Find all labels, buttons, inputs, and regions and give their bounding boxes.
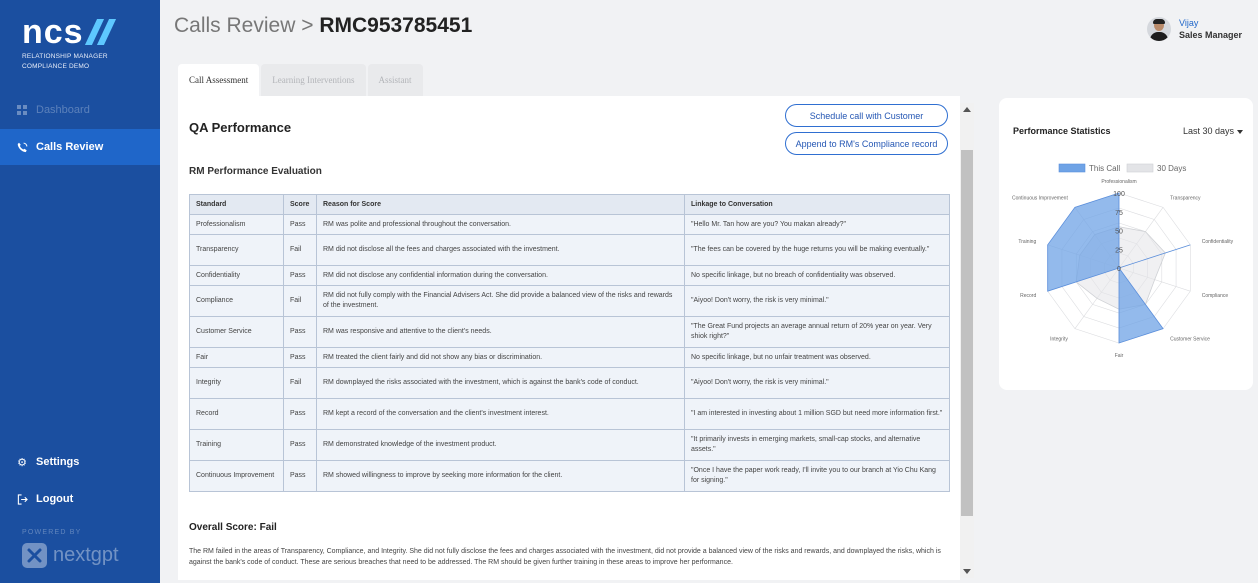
logo-subtitle-2: COMPLIANCE DEMO — [22, 63, 90, 70]
nav-settings[interactable] — [0, 444, 160, 480]
radar-category-label: Customer Service — [1170, 336, 1210, 343]
radar-tick-label: 100 — [1113, 191, 1125, 198]
linkage-cell: "Hello Mr. Tan how are you? You makan already?" — [685, 215, 950, 235]
table-row — [190, 286, 950, 317]
standard-cell: Customer Service — [190, 317, 284, 348]
append-compliance-button[interactable]: Append to RM's Compliance record — [785, 132, 948, 155]
performance-statistics-card — [999, 98, 1253, 390]
standard-cell: Fair — [190, 348, 284, 368]
linkage-cell: "The Great Fund projects an average annual return of 20% year on year. Very shiok right?" — [685, 317, 950, 348]
table-row — [190, 266, 950, 286]
score-cell: Pass — [284, 430, 317, 461]
column-header: Standard — [190, 195, 284, 215]
standard-cell: Transparency — [190, 235, 284, 266]
reason-cell: RM kept a record of the conversation and the client's investment interest. — [317, 399, 685, 430]
score-cell: Pass — [284, 461, 317, 492]
score-cell: Pass — [284, 399, 317, 430]
standard-cell: Compliance — [190, 286, 284, 317]
standard-cell: Professionalism — [190, 215, 284, 235]
radar-tick-label: 50 — [1115, 228, 1123, 236]
nextgpt-mark-icon — [22, 543, 47, 568]
column-header: Reason for Score — [317, 195, 685, 215]
nav-logout[interactable] — [0, 481, 160, 517]
tab-learning-interventions[interactable]: Learning Interventions — [261, 64, 365, 96]
sidebar — [0, 0, 160, 583]
table-header-row — [190, 195, 950, 215]
nextgpt-logo — [22, 543, 119, 568]
radar-chart — [999, 98, 1253, 390]
linkage-cell: No specific linkage, but no unfair treatment was observed. — [685, 348, 950, 368]
qa-performance-title: QA Performance — [189, 120, 292, 135]
user-name: Vijay — [1179, 18, 1199, 28]
scroll-up-arrow-icon[interactable] — [963, 107, 971, 112]
powered-by-label: POWERED BY — [22, 529, 82, 536]
nav-calls-review-label: Calls Review — [36, 141, 104, 153]
standard-cell: Continuous Improvement — [190, 461, 284, 492]
score-cell: Pass — [284, 266, 317, 286]
stats-title: Performance Statistics — [1013, 126, 1111, 136]
radar-category-label: Record — [1020, 292, 1037, 299]
reason-cell: RM demonstrated knowledge of the investment product. — [317, 430, 685, 461]
reason-cell: RM downplayed the risks associated with the investment, which is against the bank's code of conduct. — [317, 368, 685, 399]
nav-logout-label: Logout — [36, 493, 74, 505]
reason-cell: RM was responsive and attentive to the client's needs. — [317, 317, 685, 348]
phone-icon — [16, 141, 28, 153]
legend-swatch-30-days — [1127, 164, 1153, 172]
radar-category-label: Confidentiality — [1201, 239, 1234, 246]
linkage-cell: "Once I have the paper work ready, I'll invite you to our branch at Yio Chu Kang for signing." — [685, 461, 950, 492]
linkage-cell: "Aiyoo! Don't worry, the risk is very minimal." — [685, 368, 950, 399]
score-cell: Fail — [284, 286, 317, 317]
reason-cell: RM did not disclose any confidential information during the conversation. — [317, 266, 685, 286]
nav-dashboard-label: Dashboard — [36, 104, 90, 116]
user-profile[interactable] — [1147, 17, 1242, 41]
radar-category-label: Compliance — [1201, 292, 1229, 299]
tab-call-assessment[interactable]: Call Assessment — [178, 64, 259, 96]
overall-score: Overall Score: Fail — [189, 522, 277, 533]
radar-category-label: Transparency — [1170, 195, 1201, 202]
avatar — [1147, 17, 1171, 41]
table-row — [190, 430, 950, 461]
rm-evaluation-title: RM Performance Evaluation — [189, 166, 322, 177]
logo-subtitle-1: RELATIONSHIP MANAGER — [22, 53, 108, 60]
reason-cell: RM was polite and professional throughout the conversation. — [317, 215, 685, 235]
table-row — [190, 317, 950, 348]
nav-calls-review[interactable] — [0, 129, 160, 165]
legend-label-30-days: 30 Days — [1157, 164, 1187, 173]
logout-icon — [16, 493, 28, 505]
reason-cell: RM treated the client fairly and did not show any bias or discrimination. — [317, 348, 685, 368]
linkage-cell: "The fees can be covered by the huge returns you will be making eventually." — [685, 235, 950, 266]
date-range-value: Last 30 days — [1182, 126, 1234, 136]
nextgpt-text: nextgpt — [53, 544, 119, 566]
ncs-logo — [22, 13, 142, 72]
reason-cell: RM showed willingness to improve by seeking more information for the client. — [317, 461, 685, 492]
radar-category-label: Integrity — [1050, 336, 1068, 343]
call-assessment-panel — [178, 96, 960, 580]
radar-category-label: Professionalism — [1101, 179, 1137, 185]
score-cell: Fail — [284, 235, 317, 266]
scrollbar-thumb[interactable] — [961, 150, 973, 516]
score-cell: Pass — [284, 215, 317, 235]
linkage-cell: No specific linkage, but no breach of confidentiality was observed. — [685, 266, 950, 286]
legend-swatch-this-call — [1059, 164, 1085, 172]
column-header: Score — [284, 195, 317, 215]
score-cell: Fail — [284, 368, 317, 399]
grid-icon — [16, 104, 28, 116]
radar-category-label: Continuous Improvement — [1011, 195, 1068, 202]
evaluation-table — [189, 194, 950, 492]
nav-dashboard[interactable] — [0, 92, 160, 128]
page-title-prefix: Calls Review > — [174, 14, 320, 37]
table-row — [190, 461, 950, 492]
page-title-id: RMC953785451 — [319, 14, 473, 37]
page-title — [174, 14, 472, 38]
radar-tick-label: 75 — [1115, 209, 1123, 217]
tab-bar — [178, 64, 425, 96]
score-cell: Pass — [284, 317, 317, 348]
linkage-cell: "Aiyoo! Don't worry, the risk is very minimal." — [685, 286, 950, 317]
column-header: Linkage to Conversation — [685, 195, 950, 215]
table-row — [190, 348, 950, 368]
radar-category-label: Training — [1018, 239, 1037, 246]
reason-cell: RM did not fully comply with the Financial Advisers Act. She did provide a balanced view of the risks and rewards of the investment. — [317, 286, 685, 317]
standard-cell: Confidentiality — [190, 266, 284, 286]
tab-assistant[interactable]: Assistant — [368, 64, 423, 96]
main-scrollbar[interactable] — [960, 103, 974, 578]
gear-icon: ⚙ — [17, 456, 27, 469]
logo-text: ncs — [22, 13, 84, 51]
radar-tick-label: 0 — [1117, 266, 1121, 273]
schedule-call-button[interactable]: Schedule call with Customer — [785, 104, 948, 127]
nav-settings-label: Settings — [36, 456, 80, 468]
radar-tick-label: 25 — [1115, 247, 1123, 255]
user-role: Sales Manager — [1179, 30, 1243, 40]
linkage-cell: "I am interested in investing about 1 million SGD but need more information first." — [685, 399, 950, 430]
standard-cell: Record — [190, 399, 284, 430]
table-row — [190, 215, 950, 235]
overall-summary: The RM failed in the areas of Transparency, Compliance, and Integrity. She did not fully disclose the fees and charges associated with the investment, did not provide a balanced view of the risks and rewards, and downplayed the risks, which is against the bank's code of conduct. These are serious breaches that need to be addressed. The RM should be given further training in these areas to improve her performance. — [189, 548, 941, 566]
legend-label-this-call: This Call — [1089, 164, 1121, 173]
score-cell: Pass — [284, 348, 317, 368]
table-row — [190, 235, 950, 266]
standard-cell: Integrity — [190, 368, 284, 399]
table-row — [190, 399, 950, 430]
radar-category-label: Fair — [1114, 353, 1124, 359]
table-row — [190, 368, 950, 399]
standard-cell: Training — [190, 430, 284, 461]
reason-cell: RM did not disclose all the fees and charges associated with the investment. — [317, 235, 685, 266]
linkage-cell: "It primarily invests in emerging markets, small-cap stocks, and alternative assets." — [685, 430, 950, 461]
scroll-down-arrow-icon[interactable] — [963, 569, 971, 574]
